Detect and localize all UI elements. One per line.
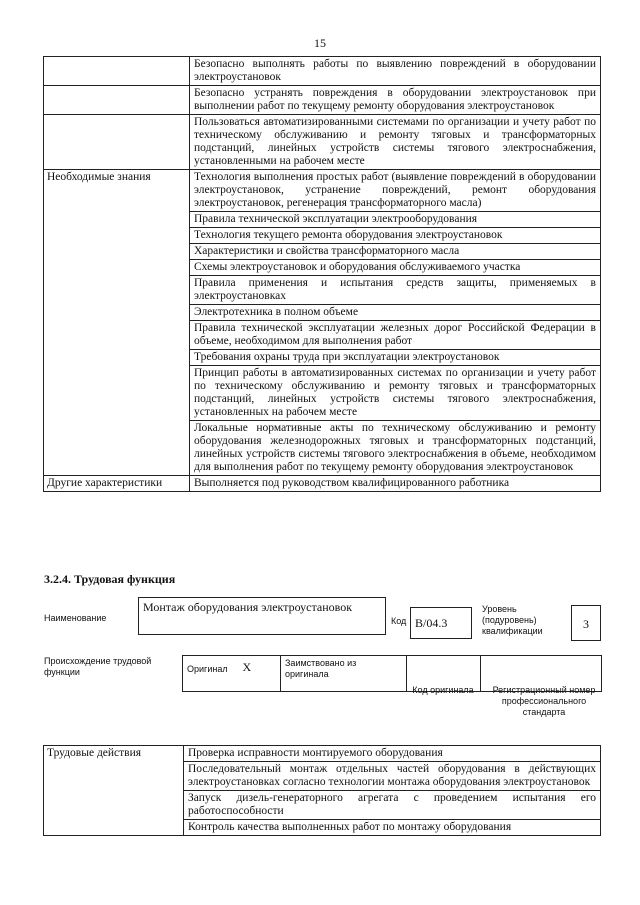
origin-label: Происхождение трудовой функции	[44, 656, 152, 677]
function-code-box: В/04.3	[410, 607, 472, 639]
empty-label-cell	[44, 86, 190, 115]
work-actions-table	[43, 745, 601, 836]
action-item: Контроль качества выполненных работ по монтажу оборудования	[184, 820, 601, 836]
other-characteristics-label: Другие характеристики	[44, 476, 190, 492]
reg-number-caption: Регистрационный номер профессионального стандарта	[492, 685, 596, 717]
empty-label-cell	[44, 115, 190, 170]
work-actions-label: Трудовые действия	[44, 746, 184, 836]
function-name-box: Монтаж оборудования электроустановок	[138, 597, 386, 635]
knowledge-item: Требования охраны труда при эксплуатации электроустановок	[190, 350, 601, 366]
action-item: Последовательный монтаж отдельных частей оборудования в действующих электроустановках согласно технологии монтажа оборудования электроустановок	[184, 762, 601, 791]
skills-knowledge-table	[43, 56, 601, 492]
name-label: Наименование	[44, 613, 107, 623]
knowledge-item: Правила применения и испытания средств защиты, применяемых в электроустановках	[190, 276, 601, 305]
knowledge-item: Правила технической эксплуатации электрооборудования	[190, 212, 601, 228]
level-label: Уровень (подуровень) квалификации	[482, 604, 543, 636]
code-original-caption: Код оригинала	[412, 685, 474, 695]
code-label: Код	[391, 616, 407, 626]
other-characteristics-value: Выполняется под руководством квалифицированного работника	[190, 476, 601, 492]
knowledge-item: Локальные нормативные акты по техническому обслуживанию и ремонту оборудования железнодорожных тяговых и трансформаторных подстанций, линейных устройств системы тягового электроснабжения в объеме, необходимом для выполнения работ по текущему ремонту оборудования электроустановок	[190, 421, 601, 476]
table-row	[44, 86, 601, 115]
knowledge-item: Схемы электроустановок и оборудования обслуживаемого участка	[190, 260, 601, 276]
table-row	[44, 115, 601, 170]
action-item: Запуск дизель-генераторного агрегата с проведением испытания его работоспособности	[184, 791, 601, 820]
table-row	[44, 746, 601, 762]
action-item: Проверка исправности монтируемого оборудования	[184, 746, 601, 762]
skill-item: Безопасно выполнять работы по выявлению повреждений в оборудовании электроустановок	[190, 57, 601, 86]
knowledge-item: Электротехника в полном объеме	[190, 305, 601, 321]
original-label: Оригинал	[183, 656, 239, 692]
knowledge-item: Характеристики и свойства трансформаторного масла	[190, 244, 601, 260]
knowledge-item: Технология выполнения простых работ (выявление повреждений в оборудовании электроустановок, устранение повреждений, ремонт оборудования электроустановок, регенерация трансформаторного масла)	[190, 170, 601, 212]
skill-item: Пользоваться автоматизированными системами по организации и учету работ по техническому обслуживанию и ремонту тяговых и трансформаторных подстанций, линейных устройств системы тягового электроснабжения, установленными на рабочем месте	[190, 115, 601, 170]
borrowed-label: Заимствовано из оригинала	[281, 656, 407, 692]
knowledge-label: Необходимые знания	[44, 170, 190, 476]
skill-item: Безопасно устранять повреждения в оборудовании электроустановок при выполнении работ по текущему ремонту оборудования электроустановок	[190, 86, 601, 115]
page-number: 15	[314, 36, 326, 50]
level-box: 3	[571, 605, 601, 641]
knowledge-item: Принцип работы в автоматизированных системах по организации и учету работ по техническому обслуживанию и ремонту тяговых и трансформаторных подстанций, линейных устройств системы тягового электроснабжения, установленных на рабочем месте	[190, 366, 601, 421]
knowledge-item: Технология текущего ремонта оборудования электроустановок	[190, 228, 601, 244]
table-row	[44, 476, 601, 492]
table-row	[44, 57, 601, 86]
table-row	[44, 170, 601, 212]
empty-label-cell	[44, 57, 190, 86]
section-title: 3.2.4. Трудовая функция	[44, 572, 176, 586]
original-mark: X	[239, 656, 281, 692]
knowledge-item: Правила технической эксплуатации железных дорог Российской Федерации в объеме, необходимом для выполнения работ	[190, 321, 601, 350]
